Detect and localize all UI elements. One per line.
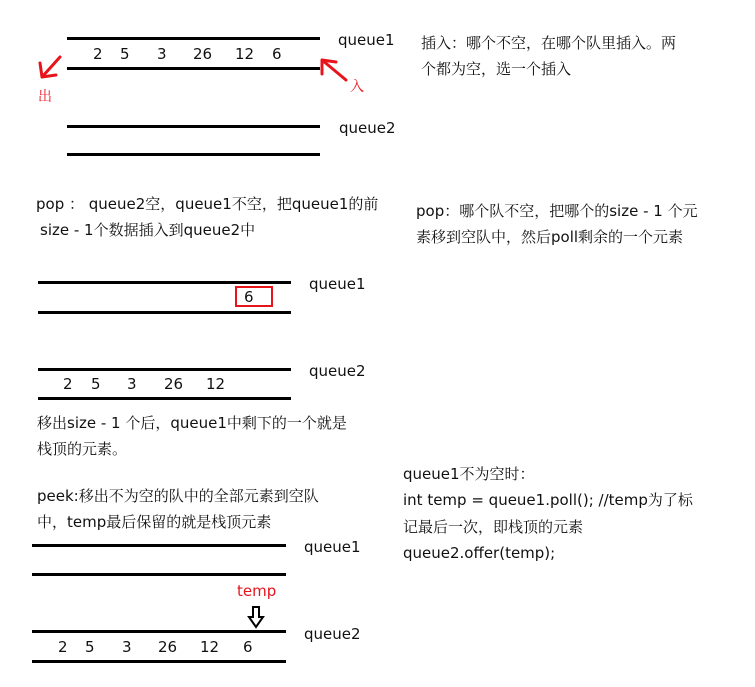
in-label: 入 (350, 79, 364, 95)
queue2-top-line (32, 630, 286, 633)
queue1-value: 26 (193, 45, 213, 63)
queue2-value: 12 (200, 638, 220, 656)
queue2-value: 2 (63, 375, 73, 393)
queue1-label: queue1 (309, 275, 366, 293)
queue1-value: 6 (272, 45, 282, 63)
in-arrow-icon (318, 56, 350, 82)
queue1-value: 3 (157, 45, 167, 63)
queue2-value: 26 (164, 375, 184, 393)
insert-note-line: 插入：哪个不空，在哪个队里插入。两 (421, 34, 677, 52)
queue1-bottom-line (32, 573, 286, 576)
pop-desc-line: size - 1个数据插入到queue2中 (40, 221, 256, 239)
queue1-label: queue1 (338, 31, 395, 49)
code-line: int temp = queue1.poll(); //temp为了标 (403, 491, 693, 509)
queue1-value: 2 (93, 45, 103, 63)
queue2-value: 3 (127, 375, 137, 393)
pop-note-line: 素移到空队中，然后poll剩余的一个元素 (416, 228, 684, 246)
pop-after-line: 移出size - 1 个后，queue1中剩下的一个就是 (37, 414, 347, 432)
queue1-value: 5 (120, 45, 130, 63)
queue1-top-line (32, 544, 286, 547)
queue2-bottom-line (38, 397, 291, 400)
pop-note-line: pop：哪个队不空，把哪个的size - 1 个元 (416, 202, 698, 220)
queue2-label: queue2 (339, 119, 396, 137)
queue2-value: 2 (58, 638, 68, 656)
down-arrow-icon (247, 605, 265, 629)
code-line: 记最后一次，即栈顶的元素 (403, 518, 584, 536)
queue1-top-line (67, 37, 320, 40)
queue1-top-line (38, 281, 291, 284)
peek-desc-line: peek:移出不为空的队中的全部元素到空队 (37, 487, 319, 505)
queue1-highlighted-value: 6 (244, 288, 254, 306)
queue1-bottom-line (38, 311, 291, 314)
out-label: 出 (38, 89, 52, 105)
pop-after-line: 栈顶的元素。 (37, 440, 128, 458)
queue1-label: queue1 (304, 538, 361, 556)
queue2-value: 26 (158, 638, 178, 656)
queue2-bottom-line (32, 660, 286, 663)
queue2-value: 6 (243, 638, 253, 656)
temp-label: temp (237, 582, 277, 600)
out-arrow-icon (36, 55, 68, 81)
queue2-top-line (67, 125, 320, 128)
queue2-label: queue2 (304, 625, 361, 643)
queue1-value: 12 (235, 45, 255, 63)
queue2-label: queue2 (309, 362, 366, 380)
queue2-value: 12 (206, 375, 226, 393)
insert-note-line: 个都为空，选一个插入 (421, 60, 572, 78)
code-line: queue1不为空时： (403, 465, 535, 483)
queue2-value: 3 (122, 638, 132, 656)
queue1-bottom-line (67, 67, 320, 70)
queue2-value: 5 (91, 375, 101, 393)
queue2-value: 5 (85, 638, 95, 656)
peek-desc-line: 中，temp最后保留的就是栈顶元素 (37, 513, 272, 531)
queue2-top-line (38, 368, 291, 371)
queue2-bottom-line (67, 153, 320, 156)
code-line: queue2.offer(temp); (403, 544, 556, 562)
pop-desc-line: pop ： queue2空，queue1不空，把queue1的前 (36, 195, 379, 213)
highlight-box (235, 286, 273, 307)
